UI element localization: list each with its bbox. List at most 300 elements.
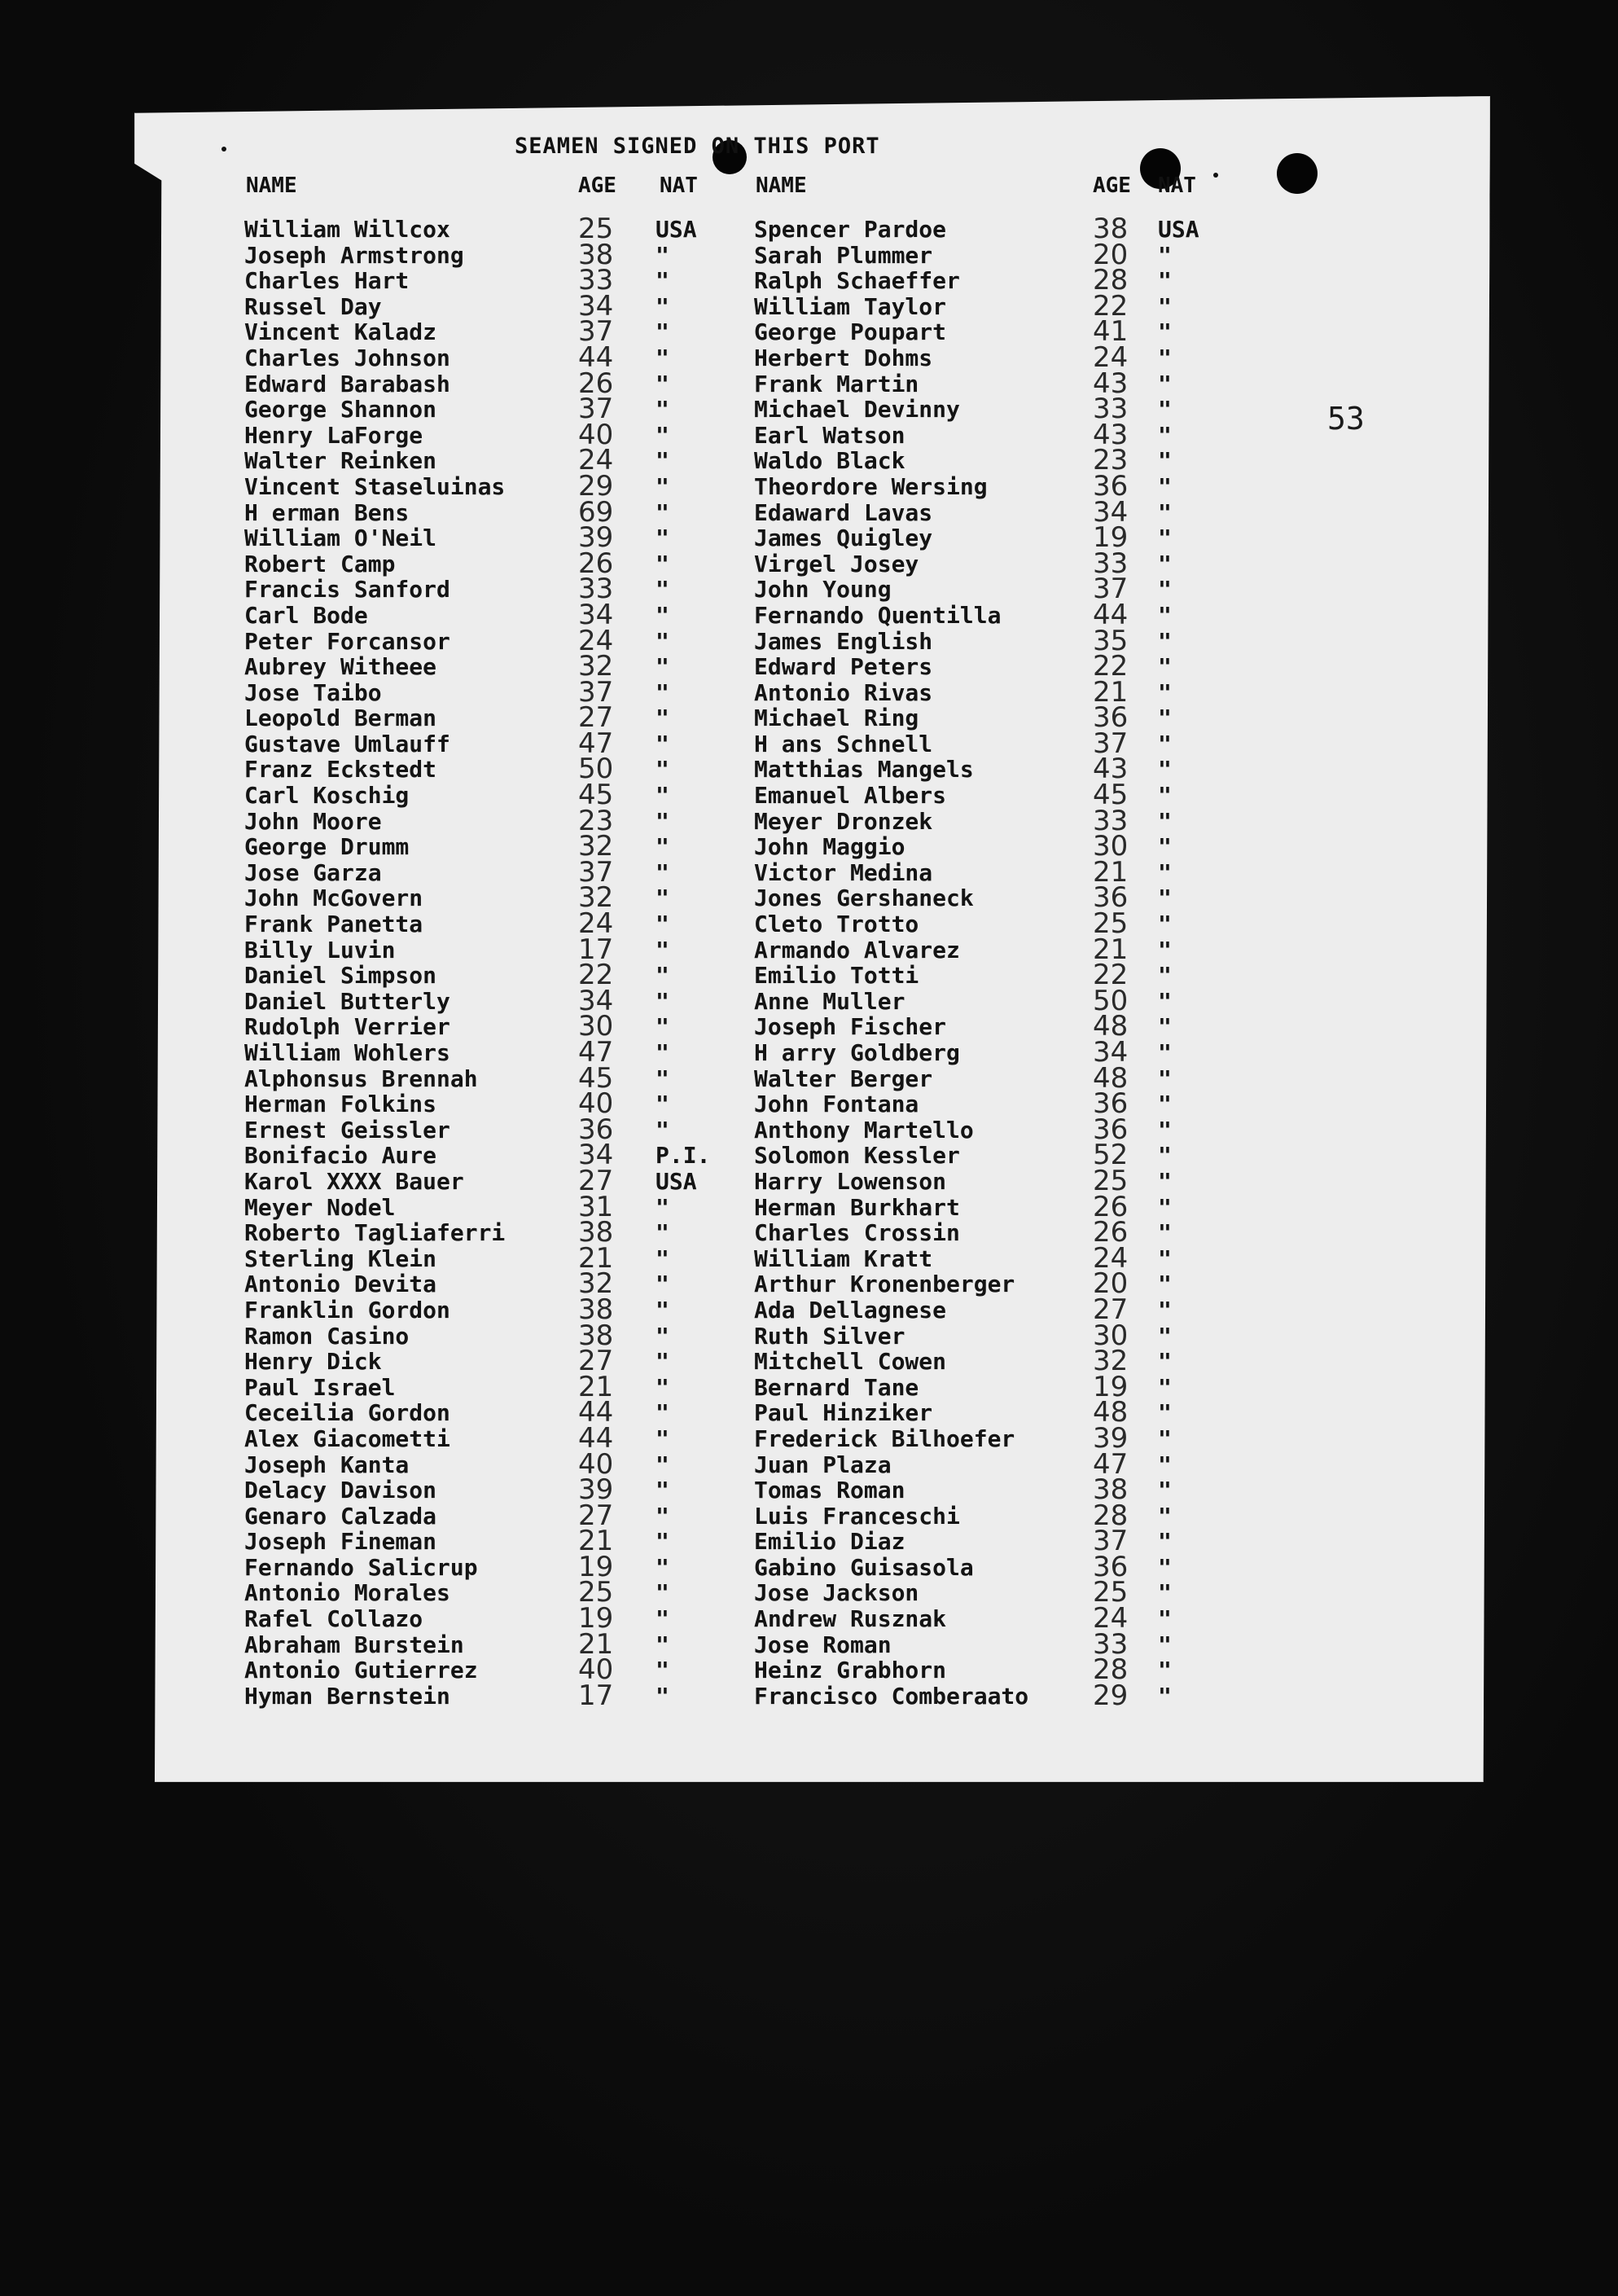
seaman-name: Daniel Butterly — [244, 987, 450, 1015]
seaman-age: 50 — [578, 753, 614, 786]
seaman-name: Alex Giacometti — [244, 1425, 450, 1452]
seaman-name: Waldo Black — [754, 447, 905, 475]
seaman-name: Luis Franceschi — [754, 1502, 960, 1530]
seaman-nationality: " — [656, 1245, 669, 1272]
seaman-nationality: " — [1158, 1296, 1172, 1324]
seaman-age: 19 — [1093, 521, 1129, 555]
seaman-age: 26 — [578, 547, 614, 580]
seaman-name: Paul Israel — [244, 1373, 396, 1401]
seaman-nationality: " — [1158, 678, 1172, 706]
seaman-nationality: " — [656, 1296, 669, 1324]
seaman-name: Ernest Geissler — [244, 1116, 450, 1144]
seaman-name: Francisco Comberaato — [754, 1682, 1029, 1710]
seaman-age: 38 — [578, 1293, 614, 1326]
seaman-nationality: " — [656, 885, 669, 912]
seaman-name: Edaward Lavas — [754, 498, 933, 526]
seaman-name: Joseph Fineman — [244, 1528, 437, 1556]
seaman-age: 33 — [1093, 1627, 1129, 1661]
seaman-age: 43 — [1093, 367, 1129, 400]
seaman-age: 26 — [578, 367, 614, 400]
seaman-age: 38 — [578, 238, 614, 271]
seaman-name: Franz Eckstedt — [244, 756, 437, 784]
seaman-nationality: " — [656, 1013, 669, 1041]
seaman-age: 36 — [1093, 881, 1129, 915]
seaman-name: Alphonsus Brennah — [244, 1065, 478, 1092]
seaman-name: Jose Taibo — [244, 678, 382, 706]
seaman-age: 19 — [578, 1602, 614, 1635]
seaman-nationality: " — [656, 396, 669, 424]
seaman-name: Antonio Morales — [244, 1579, 450, 1607]
seaman-nationality: " — [656, 1091, 669, 1118]
seaman-age: 33 — [578, 264, 614, 297]
seaman-age: 38 — [578, 1319, 614, 1352]
seaman-age: 30 — [1093, 1319, 1129, 1352]
seaman-age: 44 — [578, 340, 614, 374]
seaman-age: 33 — [578, 573, 614, 606]
seaman-age: 37 — [578, 855, 614, 889]
seaman-name: Solomon Kessler — [754, 1142, 960, 1170]
seaman-name: H ans Schnell — [754, 730, 933, 757]
seaman-age: 24 — [1093, 340, 1129, 374]
seaman-name: Ceceilia Gordon — [244, 1399, 450, 1427]
seaman-name: William Taylor — [754, 292, 947, 320]
seaman-name: Ramon Casino — [244, 1322, 410, 1350]
seaman-age: 33 — [1093, 547, 1129, 580]
seaman-age: 32 — [578, 650, 614, 683]
seaman-name: Bonifacio Aure — [244, 1142, 437, 1170]
seaman-nationality: " — [656, 421, 669, 449]
seaman-nationality: P.I. — [656, 1142, 711, 1170]
seaman-age: 21 — [578, 1370, 614, 1403]
seaman-age: 36 — [1093, 1113, 1129, 1146]
seaman-age: 40 — [578, 1087, 614, 1121]
seaman-nationality: " — [656, 1682, 669, 1710]
seaman-name: Henry LaForge — [244, 421, 423, 449]
seaman-nationality: " — [1158, 653, 1172, 681]
seaman-name: Emilio Diaz — [754, 1528, 905, 1556]
seaman-nationality: " — [1158, 1477, 1172, 1504]
seaman-age: 26 — [1093, 1216, 1129, 1249]
seaman-nationality: " — [656, 936, 669, 964]
seaman-name: Walter Reinken — [244, 447, 437, 475]
seaman-age: 22 — [1093, 650, 1129, 683]
seaman-nationality: " — [1158, 396, 1172, 424]
seaman-nationality: " — [656, 1348, 669, 1376]
seaman-nationality: " — [1158, 627, 1172, 655]
header-age-left: AGE — [578, 173, 616, 198]
seaman-age: 27 — [1093, 1293, 1129, 1326]
seaman-nationality: " — [656, 525, 669, 552]
seaman-nationality: " — [1158, 1451, 1172, 1478]
seaman-age: 37 — [578, 393, 614, 426]
ink-speck — [1213, 173, 1218, 178]
seaman-nationality: " — [656, 1657, 669, 1684]
seaman-name: Cleto Trotto — [754, 911, 919, 938]
seaman-age: 41 — [1093, 315, 1129, 349]
punch-hole-icon — [1277, 153, 1318, 194]
seaman-age: 25 — [1093, 907, 1129, 941]
seaman-name: Earl Watson — [754, 421, 905, 449]
seaman-name: Rudolph Verrier — [244, 1013, 450, 1041]
seaman-age: 24 — [578, 907, 614, 941]
seaman-age: 40 — [578, 1447, 614, 1481]
seaman-age: 31 — [578, 1190, 614, 1223]
seaman-age: 29 — [1093, 1679, 1129, 1712]
seaman-name: Delacy Davison — [244, 1477, 437, 1504]
seaman-name: Franklin Gordon — [244, 1296, 450, 1324]
seaman-name: Bernard Tane — [754, 1373, 919, 1401]
seaman-name: Francis Sanford — [244, 576, 450, 604]
seaman-age: 24 — [1093, 1241, 1129, 1275]
seaman-nationality: " — [1158, 1605, 1172, 1633]
seaman-nationality: " — [656, 1322, 669, 1350]
seaman-name: Charles Hart — [244, 267, 410, 295]
seaman-nationality: " — [656, 318, 669, 346]
seaman-age: 21 — [1093, 675, 1129, 709]
seaman-nationality: " — [1158, 962, 1172, 990]
seaman-nationality: " — [1158, 472, 1172, 500]
seaman-age: 38 — [578, 1216, 614, 1249]
seaman-nationality: " — [656, 1605, 669, 1633]
seaman-age: 37 — [578, 315, 614, 349]
seaman-name: William O'Neil — [244, 525, 437, 552]
seaman-age: 32 — [1093, 1345, 1129, 1378]
seaman-name: Matthias Mangels — [754, 756, 974, 784]
seaman-nationality: " — [1158, 705, 1172, 732]
seaman-name: Joseph Armstrong — [244, 241, 464, 269]
seaman-age: 39 — [578, 1473, 614, 1507]
seaman-age: 36 — [1093, 1550, 1129, 1583]
seaman-nationality: USA — [1158, 216, 1199, 243]
seaman-age: 26 — [1093, 1190, 1129, 1223]
seaman-age: 35 — [1093, 624, 1129, 657]
seaman-age: 22 — [1093, 959, 1129, 992]
seaman-name: Armando Alvarez — [754, 936, 960, 964]
seaman-name: Harry Lowenson — [754, 1167, 947, 1195]
seaman-nationality: " — [656, 962, 669, 990]
seaman-name: Anthony Martello — [754, 1116, 974, 1144]
seaman-nationality: " — [656, 730, 669, 757]
seaman-nationality: " — [656, 653, 669, 681]
seaman-age: 47 — [578, 1036, 614, 1069]
seaman-nationality: " — [656, 267, 669, 295]
seaman-age: 36 — [578, 1113, 614, 1146]
seaman-name: Charles Crossin — [754, 1219, 960, 1247]
seaman-age: 44 — [578, 1421, 614, 1455]
seaman-nationality: " — [656, 241, 669, 269]
seaman-name: Gustave Umlauff — [244, 730, 450, 757]
seaman-nationality: " — [656, 1502, 669, 1530]
seaman-nationality: " — [1158, 911, 1172, 938]
seaman-age: 37 — [1093, 1525, 1129, 1558]
seaman-nationality: " — [656, 1451, 669, 1478]
seaman-age: 25 — [578, 1576, 614, 1609]
seaman-age: 40 — [578, 418, 614, 451]
seaman-nationality: " — [1158, 1245, 1172, 1272]
seaman-nationality: " — [656, 292, 669, 320]
seaman-age: 34 — [578, 289, 614, 323]
seaman-name: Antonio Devita — [244, 1271, 437, 1298]
seaman-nationality: " — [1158, 421, 1172, 449]
seaman-nationality: " — [1158, 344, 1172, 371]
seaman-nationality: " — [1158, 1579, 1172, 1607]
seaman-name: Herman Burkhart — [754, 1193, 960, 1221]
seaman-nationality: " — [1158, 267, 1172, 295]
seaman-name: Paul Hinziker — [754, 1399, 933, 1427]
seaman-name: Ada Dellagnese — [754, 1296, 947, 1324]
seaman-name: George Shannon — [244, 396, 437, 424]
seaman-name: William Wohlers — [244, 1039, 450, 1066]
seaman-nationality: " — [656, 370, 669, 397]
seaman-nationality: " — [1158, 730, 1172, 757]
seaman-name: Daniel Simpson — [244, 962, 437, 990]
seaman-nationality: " — [1158, 936, 1172, 964]
seaman-age: 32 — [578, 881, 614, 915]
seaman-age: 37 — [1093, 573, 1129, 606]
seaman-name: Antonio Rivas — [754, 678, 933, 706]
seaman-name: Arthur Kronenberger — [754, 1271, 1015, 1298]
seaman-age: 20 — [1093, 1267, 1129, 1301]
seaman-name: Michael Ring — [754, 705, 919, 732]
seaman-age: 37 — [1093, 727, 1129, 760]
seaman-age: 47 — [1093, 1447, 1129, 1481]
seaman-age: 25 — [1093, 1576, 1129, 1609]
seaman-nationality: " — [1158, 1425, 1172, 1452]
seaman-name: Antonio Gutierrez — [244, 1657, 478, 1684]
seaman-nationality: USA — [656, 216, 697, 243]
seaman-name: Joseph Fischer — [754, 1013, 947, 1041]
seaman-nationality: " — [656, 550, 669, 577]
seaman-name: H arry Goldberg — [754, 1039, 960, 1066]
seaman-nationality: " — [1158, 525, 1172, 552]
seaman-age: 30 — [1093, 830, 1129, 863]
seaman-age: 21 — [578, 1627, 614, 1661]
seaman-name: Joseph Kanta — [244, 1451, 410, 1478]
seaman-age: 21 — [1093, 855, 1129, 889]
seaman-age: 34 — [578, 984, 614, 1017]
seaman-nationality: " — [656, 1631, 669, 1658]
seaman-age: 36 — [1093, 701, 1129, 735]
seaman-nationality: " — [1158, 318, 1172, 346]
seaman-name: Rafel Collazo — [244, 1605, 423, 1633]
seaman-age: 28 — [1093, 264, 1129, 297]
seaman-name: Jose Jackson — [754, 1579, 919, 1607]
seaman-nationality: " — [656, 344, 669, 371]
seaman-age: 34 — [1093, 495, 1129, 529]
seaman-age: 27 — [578, 1164, 614, 1197]
seaman-nationality: " — [1158, 1373, 1172, 1401]
seaman-nationality: " — [1158, 1091, 1172, 1118]
seaman-nationality: " — [1158, 987, 1172, 1015]
seaman-age: 48 — [1093, 1061, 1129, 1095]
seaman-age: 22 — [578, 959, 614, 992]
seaman-name: Hyman Bernstein — [244, 1682, 450, 1710]
seaman-name: H erman Bens — [244, 498, 410, 526]
seaman-nationality: " — [656, 1065, 669, 1092]
seaman-nationality: " — [656, 1477, 669, 1504]
seaman-nationality: " — [1158, 1322, 1172, 1350]
seaman-name: John Moore — [244, 807, 382, 835]
seaman-name: Victor Medina — [754, 858, 933, 886]
seaman-age: 45 — [578, 779, 614, 812]
seaman-nationality: " — [1158, 1528, 1172, 1556]
seaman-age: 19 — [1093, 1370, 1129, 1403]
seaman-nationality: " — [1158, 833, 1172, 861]
seaman-age: 36 — [1093, 469, 1129, 503]
seaman-age: 24 — [578, 444, 614, 477]
seaman-name: George Drumm — [244, 833, 410, 861]
seaman-name: Anne Muller — [754, 987, 905, 1015]
seaman-age: 23 — [1093, 444, 1129, 477]
seaman-nationality: " — [1158, 1013, 1172, 1041]
seaman-age: 24 — [578, 624, 614, 657]
seaman-name: Genaro Calzada — [244, 1502, 437, 1530]
seaman-age: 20 — [1093, 238, 1129, 271]
seaman-nationality: " — [1158, 1142, 1172, 1170]
seaman-name: William Willcox — [244, 216, 450, 243]
seaman-nationality: " — [656, 447, 669, 475]
seaman-age: 23 — [578, 804, 614, 837]
header-nat-left: NAT — [660, 173, 698, 198]
seaman-age: 44 — [1093, 598, 1129, 631]
seaman-age: 25 — [1093, 1164, 1129, 1197]
seaman-age: 21 — [578, 1525, 614, 1558]
seaman-nationality: " — [656, 1271, 669, 1298]
seaman-name: Herman Folkins — [244, 1091, 437, 1118]
seaman-name: Mitchell Cowen — [754, 1348, 947, 1376]
seaman-nationality: " — [1158, 1553, 1172, 1581]
seaman-nationality: " — [656, 472, 669, 500]
seaman-age: 47 — [578, 727, 614, 760]
seaman-name: Michael Devinny — [754, 396, 960, 424]
seaman-name: Tomas Roman — [754, 1477, 905, 1504]
seaman-name: Virgel Josey — [754, 550, 919, 577]
seaman-name: Vincent Staseluinas — [244, 472, 506, 500]
seaman-name: Herbert Dohms — [754, 344, 933, 371]
seaman-name: Gabino Guisasola — [754, 1553, 974, 1581]
seaman-age: 27 — [578, 701, 614, 735]
seaman-age: 38 — [1093, 213, 1129, 245]
seaman-nationality: " — [1158, 1065, 1172, 1092]
seaman-age: 37 — [578, 675, 614, 709]
seaman-age: 30 — [578, 1010, 614, 1043]
seaman-age: 32 — [578, 830, 614, 863]
seaman-name: Meyer Dronzek — [754, 807, 933, 835]
seaman-name: John Maggio — [754, 833, 905, 861]
seaman-name: Abraham Burstein — [244, 1631, 464, 1658]
seaman-nationality: " — [1158, 1348, 1172, 1376]
seaman-nationality: " — [1158, 1682, 1172, 1710]
seaman-age: 39 — [578, 521, 614, 555]
header-name-left: NAME — [246, 173, 297, 198]
ink-speck — [221, 147, 226, 151]
seaman-name: Ralph Schaeffer — [754, 267, 960, 295]
seaman-name: John McGovern — [244, 885, 423, 912]
seaman-nationality: " — [656, 858, 669, 886]
seaman-name: Meyer Nodel — [244, 1193, 396, 1221]
header-name-right: NAME — [756, 173, 807, 198]
seaman-nationality: " — [656, 1399, 669, 1427]
seaman-nationality: " — [656, 1579, 669, 1607]
seaman-age: 39 — [1093, 1421, 1129, 1455]
seaman-age: 27 — [578, 1499, 614, 1532]
seaman-age: 17 — [578, 933, 614, 966]
seaman-nationality: " — [656, 1219, 669, 1247]
seaman-nationality: " — [656, 782, 669, 810]
seaman-age: 21 — [578, 1241, 614, 1275]
seaman-nationality: " — [1158, 858, 1172, 886]
seaman-name: Theordore Wersing — [754, 472, 988, 500]
seaman-name: Spencer Pardoe — [754, 216, 947, 243]
seaman-age: 45 — [578, 1061, 614, 1095]
seaman-name: Fernando Salicrup — [244, 1553, 478, 1581]
seaman-age: 44 — [578, 1396, 614, 1429]
seaman-nationality: " — [1158, 447, 1172, 475]
seaman-nationality: " — [656, 1193, 669, 1221]
seaman-name: Frank Martin — [754, 370, 919, 397]
seaman-age: 19 — [578, 1550, 614, 1583]
seaman-age: 24 — [1093, 1602, 1129, 1635]
seaman-age: 45 — [1093, 779, 1129, 812]
seaman-nationality: " — [1158, 370, 1172, 397]
seaman-age: 33 — [1093, 393, 1129, 426]
seaman-nationality: " — [1158, 576, 1172, 604]
seaman-name: William Kratt — [754, 1245, 933, 1272]
seaman-name: Ruth Silver — [754, 1322, 905, 1350]
seaman-age: 52 — [1093, 1139, 1129, 1172]
seaman-age: 28 — [1093, 1653, 1129, 1687]
seaman-age: 32 — [578, 1267, 614, 1301]
seaman-name: Juan Plaza — [754, 1451, 892, 1478]
seaman-age: 69 — [578, 495, 614, 529]
seaman-name: Frederick Bilhoefer — [754, 1425, 1015, 1452]
seaman-name: Henry Dick — [244, 1348, 382, 1376]
seaman-nationality: " — [656, 911, 669, 938]
seaman-nationality: " — [656, 807, 669, 835]
seaman-nationality: " — [1158, 1193, 1172, 1221]
seaman-name: Fernando Quentilla — [754, 601, 1002, 629]
seaman-age: 50 — [1093, 984, 1129, 1017]
seaman-name: Jose Garza — [244, 858, 382, 886]
seaman-age: 29 — [578, 469, 614, 503]
seaman-age: 28 — [1093, 1499, 1129, 1532]
seaman-name: Frank Panetta — [244, 911, 423, 938]
seaman-name: Emanuel Albers — [754, 782, 947, 810]
seaman-name: Emilio Totti — [754, 962, 919, 990]
header-age-right: AGE — [1093, 173, 1131, 198]
seaman-nationality: " — [1158, 1167, 1172, 1195]
seaman-nationality: " — [656, 1116, 669, 1144]
seaman-age: 25 — [578, 213, 614, 245]
page-number: 53 — [1327, 401, 1365, 437]
seaman-name: Andrew Rusznak — [754, 1605, 947, 1633]
seaman-nationality: " — [1158, 1657, 1172, 1684]
header-nat-right: NAT — [1158, 173, 1196, 198]
seaman-name: Aubrey Witheee — [244, 653, 437, 681]
seaman-nationality: " — [656, 627, 669, 655]
document-title: SEAMEN SIGNED ON THIS PORT — [515, 134, 880, 159]
seaman-nationality: " — [656, 1373, 669, 1401]
seaman-nationality: " — [656, 705, 669, 732]
seaman-age: 17 — [578, 1679, 614, 1712]
seaman-age: 48 — [1093, 1010, 1129, 1043]
seaman-nationality: " — [656, 576, 669, 604]
seaman-nationality: " — [656, 1425, 669, 1452]
seaman-nationality: " — [1158, 1399, 1172, 1427]
seaman-age: 34 — [578, 1139, 614, 1172]
seaman-name: Jones Gershaneck — [754, 885, 974, 912]
seaman-nationality: " — [656, 498, 669, 526]
